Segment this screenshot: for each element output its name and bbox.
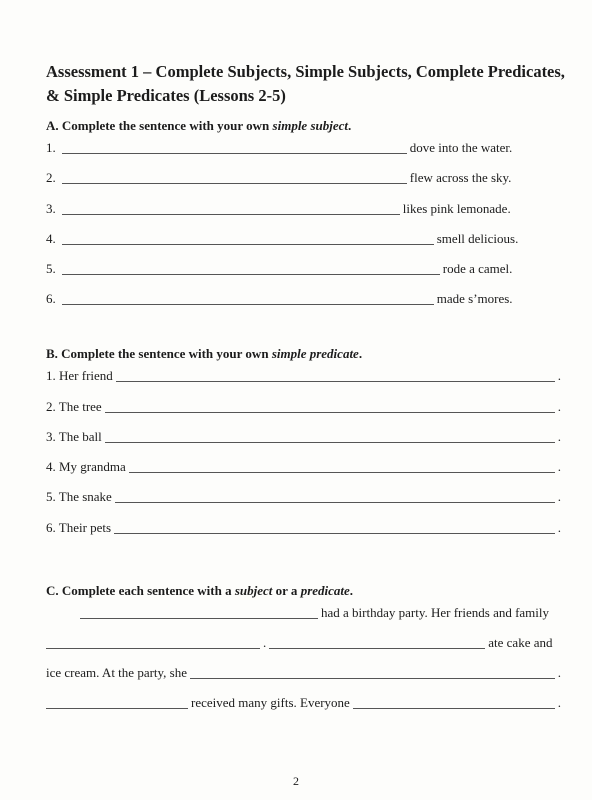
answer-blank[interactable]	[62, 292, 434, 305]
answer-blank[interactable]	[62, 232, 434, 245]
answer-blank[interactable]	[353, 696, 555, 709]
section-c-line-4: received many gifts. Everyone .	[46, 694, 561, 712]
section-b-heading: B. Complete the sentence with your own simple predicate.	[46, 346, 363, 361]
answer-blank[interactable]	[105, 400, 555, 413]
answer-blank[interactable]	[269, 636, 485, 649]
section-a-item-5: 5. rode a camel.	[46, 261, 513, 276]
section-a-item-2: 2. flew across the sky.	[46, 170, 512, 185]
section-a-item-3: 3. likes pink lemonade.	[46, 201, 511, 216]
section-a-item-1: 1. dove into the water.	[46, 140, 513, 155]
answer-blank[interactable]	[114, 521, 555, 534]
section-a-item-6: 6. made s’mores.	[46, 291, 513, 306]
answer-blank[interactable]	[62, 202, 400, 215]
answer-blank[interactable]	[115, 490, 555, 503]
section-a-heading: A. Complete the sentence with your own simple subject.	[46, 118, 352, 133]
answer-blank[interactable]	[46, 636, 260, 649]
section-b-item-2: 2. The tree .	[46, 399, 561, 414]
answer-blank[interactable]	[62, 171, 407, 184]
answer-blank[interactable]	[129, 460, 555, 473]
page-title: Assessment 1 – Complete Subjects, Simple Subjects, Complete Predicates, & Simple Predicates (Lessons 2-5)	[46, 62, 565, 105]
section-b-item-5: 5. The snake .	[46, 489, 561, 504]
section-b-item-3: 3. The ball .	[46, 429, 561, 444]
section-a-item-4: 4. smell delicious.	[46, 231, 519, 246]
section-c-heading: C. Complete each sentence with a subject or a predicate.	[46, 583, 354, 598]
answer-blank[interactable]	[116, 369, 555, 382]
answer-blank[interactable]	[46, 696, 188, 709]
answer-blank[interactable]	[62, 141, 407, 154]
page-number: 2	[293, 774, 299, 788]
section-c-line-2: . ate cake and	[46, 634, 561, 652]
answer-blank[interactable]	[190, 666, 555, 679]
answer-blank[interactable]	[105, 430, 555, 443]
section-b-item-6: 6. Their pets .	[46, 520, 561, 535]
section-b-item-4: 4. My grandma .	[46, 459, 561, 474]
section-c-line-1: had a birthday party. Her friends and family	[46, 604, 561, 622]
section-b-item-1: 1. Her friend .	[46, 368, 561, 383]
answer-blank[interactable]	[80, 606, 318, 619]
answer-blank[interactable]	[62, 262, 440, 275]
section-c-line-3: ice cream. At the party, she .	[46, 665, 561, 680]
